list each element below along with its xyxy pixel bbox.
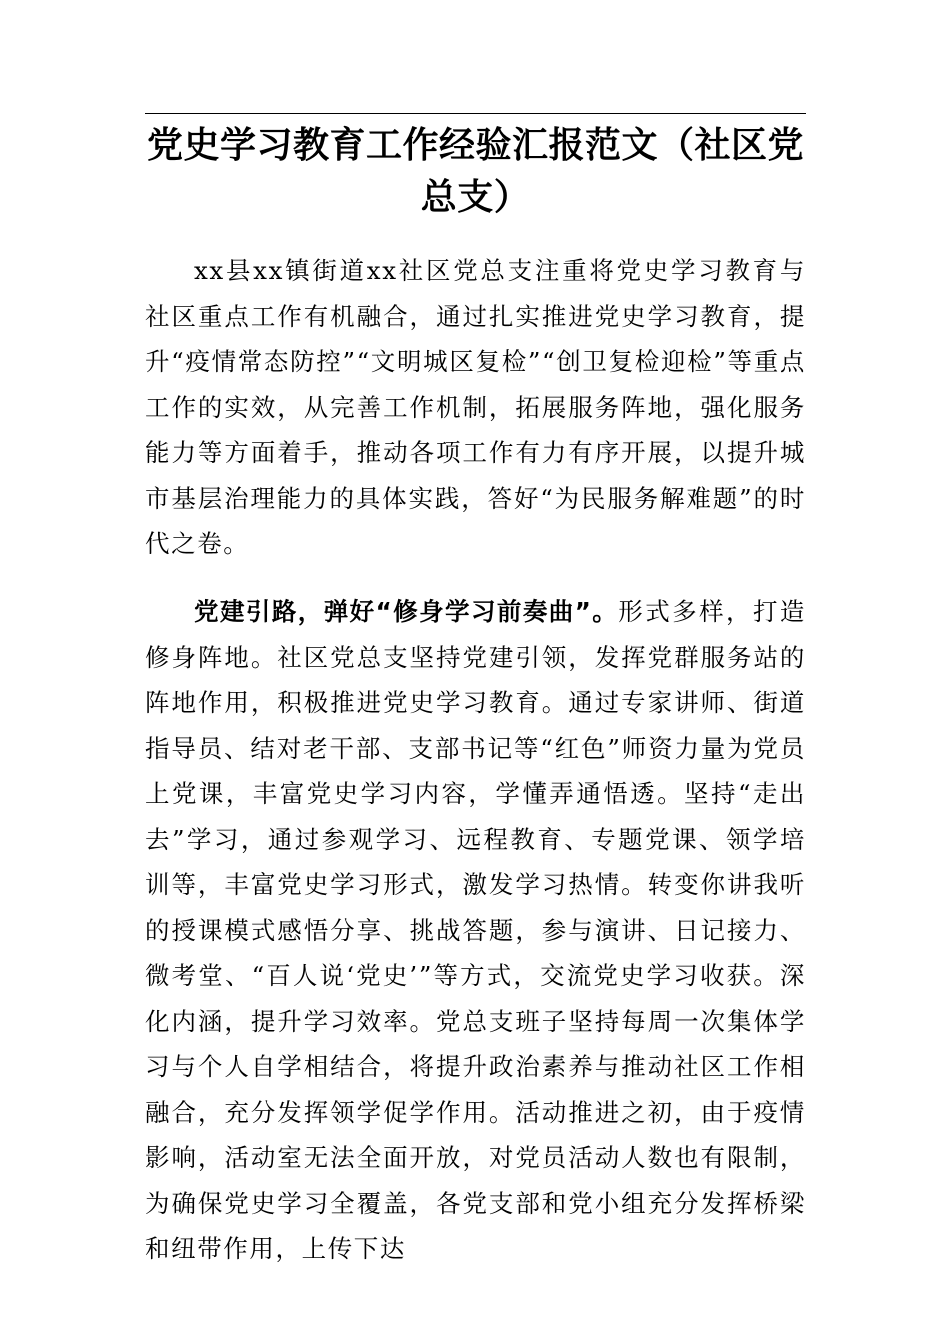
section-paragraph <box>145 589 806 1272</box>
document-title: 党史学习教育工作经验汇报范文（社区党总支） <box>146 125 804 218</box>
paragraph-text: xx县xx镇街道xx社区党总支注重将党史学习教育与社区重点工作有机融合，通过扎实推进党史学习教育，提升“疫情常态防控”“文明城区复检”“创卫复检迎检”等重点工作的实效，从完善工作机制，拓展服务阵地，强化服务能力等方面着手，推动各项工作有力有序开展，以提升城市基层治理能力的具体实践，答好“为民服务解难题”的时代之卷。 <box>145 256 806 558</box>
header-rule <box>145 113 806 114</box>
section-heading: 党建引路，弹好“修身学习前奏曲”。 <box>194 597 619 626</box>
intro-paragraph <box>145 248 806 567</box>
paragraph-text: 形式多样，打造修身阵地。社区党总支坚持党建引领，发挥党群服务站的阵地作用，积极推进党史学习教育。通过专家讲师、街道指导员、结对老干部、支部书记等“红色”师资力量为党员上党课，丰富党史学习内容，学懂弄通悟透。坚持“走出去”学习，通过参观学习、远程教育、专题党课、领学培训等，丰富党史学习形式，激发学习热情。转变你讲我听的授课模式感悟分享、挑战答题，参与演讲、日记接力、微考堂、“百人说‘党史’”等方式，交流党史学习收获。深化内涵，提升学习效率。党总支班子坚持每周一次集体学习与个人自学相结合，将提升政治素养与推动社区工作相融合，充分发挥领学促学作用。活动推进之初，由于疫情影响，活动室无法全面开放，对党员活动人数也有限制，为确保党史学习全覆盖，各党支部和党小组充分发挥桥梁和纽带作用，上传下达 <box>145 597 807 1263</box>
